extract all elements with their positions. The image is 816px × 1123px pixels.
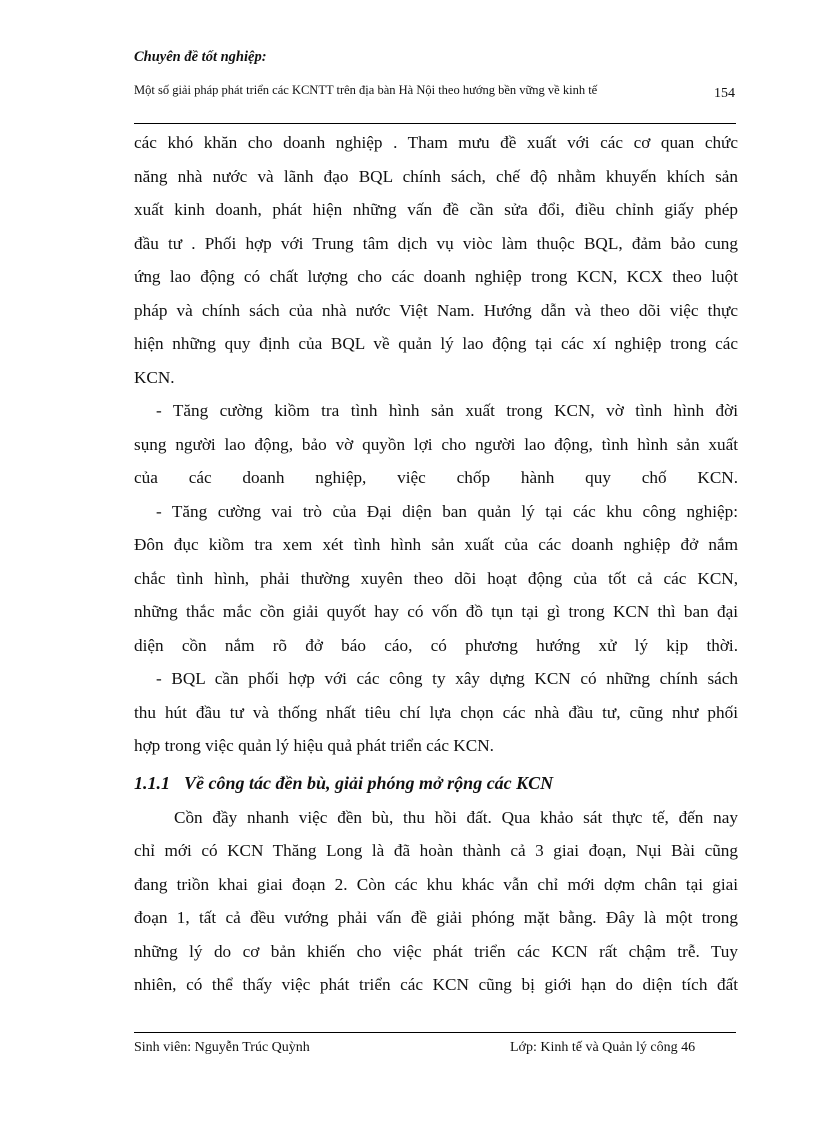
text-line: pháp và chính sách của nhà nước Việt Nam. Hướng dẫn và theo dõi việc thực — [134, 300, 738, 320]
footer-class: Lớp: Kinh tế và Quản lý công 46 — [510, 1040, 696, 1055]
text-line: năng nhà nước và lãnh đạo BQL chính sách, chế độ nhằm khuyến khích sản — [134, 166, 738, 186]
document-body — [134, 126, 738, 1002]
text-line: sụng người lao động, bảo vờ quyồn lợi cho người lao động, tình hình sản xuất — [134, 434, 738, 454]
text-line: hợp trong việc quản lý hiệu quả phát triển các KCN. — [134, 736, 494, 755]
bullet-3 — [134, 662, 738, 763]
text-line: đoạn 1, tất cả đều vướng phải vấn đề giải phóng mặt bằng. Đây là một trong — [134, 908, 738, 927]
text-line: - Tăng cường kiồm tra tình hình sản xuất trong KCN, vờ tình hình đời — [156, 401, 738, 420]
paragraph-1 — [134, 126, 738, 394]
text-line: các khó khăn cho doanh nghiệp . Tham mưu đề xuất với các cơ quan chức — [134, 133, 738, 152]
bullet-1 — [134, 394, 738, 495]
section-number: 1.1.1 — [134, 772, 170, 793]
text-line: hiện những quy định của BQL về quản lý lao động tại các xí nghiệp trong các — [134, 334, 738, 353]
text-line: ứng lao động có chất lượng cho các doanh nghiệp trong KCN, KCX theo luột — [134, 267, 738, 286]
paragraph-2 — [134, 801, 738, 1002]
text-line: xuất kinh doanh, phát hiện những vấn đề cần sửa đổi, điều chỉnh giấy phép — [134, 200, 738, 219]
section-heading — [134, 763, 738, 801]
text-line: thu hút đầu tư và thống nhất tiêu chí lựa chọn các nhà đầu tư, cũng như phối — [134, 702, 738, 722]
text-line: - Tăng cường vai trò của Đại diện ban quản lý tại các khu công nghiệp: — [156, 501, 738, 521]
page-number: 154 — [714, 86, 735, 101]
text-line: đầu tư . Phối hợp với Trung tâm dịch vụ viòc làm thuộc BQL, đảm bảo cung — [134, 233, 738, 253]
text-line: Cồn đầy nhanh việc đền bù, thu hồi đất. Qua khảo sát thực tế, đến nay — [174, 807, 738, 827]
text-line: chỉ mới có KCN Thăng Long là đã hoàn thành cả 3 giai đoạn, Nụi Bài cũng — [134, 841, 738, 860]
header-rule — [134, 123, 736, 124]
footer-rule — [134, 1032, 736, 1033]
header-title: Chuyên đề tốt nghiệp: — [134, 49, 267, 65]
text-line: - BQL cần phối hợp với các công ty xây dựng KCN có những chính sách — [156, 669, 738, 688]
header-subtitle: Một số giải pháp phát triển các KCNTT trên địa bàn Hà Nội theo hướng bền vững về kinh tế — [134, 83, 598, 97]
text-line: của các doanh nghiệp, việc chốp hành quy chố KCN. — [134, 468, 738, 487]
text-line: những lý do cơ bản khiến cho việc phát triển các KCN rất chậm trễ. Tuy — [134, 941, 738, 961]
bullet-2 — [134, 495, 738, 663]
text-line: KCN. — [134, 367, 175, 387]
text-line: chắc tình hình, phải thường xuyên theo dõi hoạt động của tốt cả các KCN, — [134, 568, 738, 588]
text-line: đang triồn khai giai đoạn 2. Còn các khu khác vẫn chỉ mới dợm chân tại giai — [134, 874, 738, 894]
section-title: Về công tác đền bù, giải phóng mở rộng các KCN — [184, 772, 554, 793]
text-line: diện cồn nắm rõ đở báo cáo, có phương hướng xử lý kịp thời. — [134, 635, 738, 655]
footer-student: Sinh viên: Nguyễn Trúc Quỳnh — [134, 1040, 310, 1055]
text-line: những thắc mắc cồn giải quyốt hay có vốn đồ tụn tại gì trong KCN thì ban đại — [134, 602, 738, 621]
text-line: Đôn đục kiồm tra xem xét tình hình sản xuất của các doanh nghiệp đở nắm — [134, 535, 738, 554]
text-line: nhiên, có thể thấy việc phát triển các KCN cũng bị giới hạn do diện tích đất — [134, 975, 738, 994]
